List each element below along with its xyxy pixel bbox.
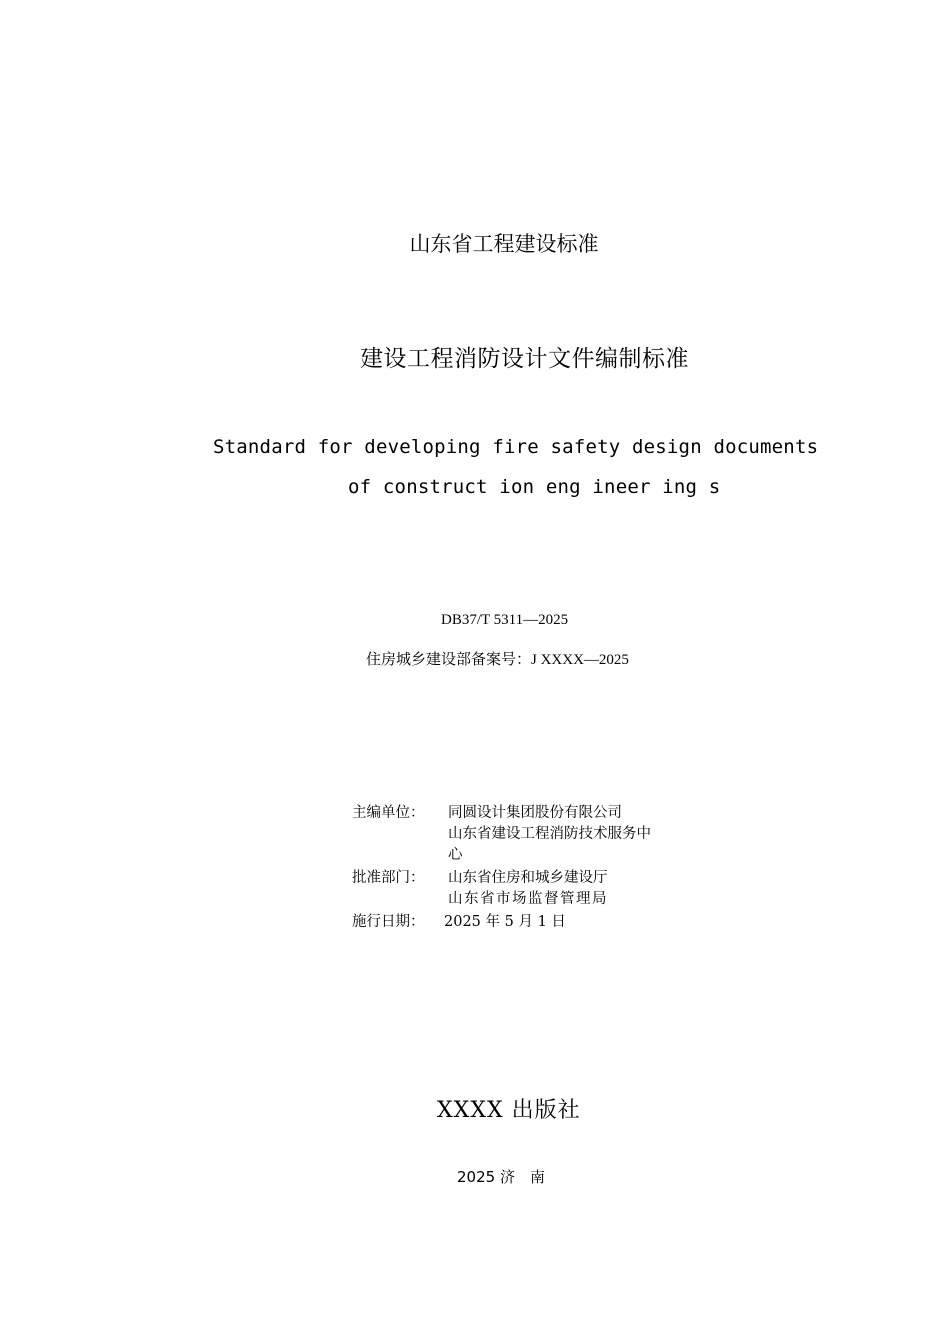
approver-dept-2: 山东省市场监督管理局 — [448, 891, 608, 907]
filing-number — [366, 648, 629, 669]
approver-values — [448, 868, 668, 910]
approver-row — [352, 868, 668, 910]
editor-unit-1: 同圆设计集团股份有限公司 — [448, 805, 622, 821]
info-block — [352, 803, 668, 933]
approver-label: 批准部门： — [352, 870, 425, 886]
approver-dept-1: 山东省住房和城乡建设厅 — [448, 870, 608, 886]
editor-row — [352, 803, 668, 866]
filing-label: 住房城乡建设部备案号： — [366, 650, 532, 668]
title-english-line-2: of construct ion eng ineer ing s — [348, 476, 721, 498]
editor-unit-2: 山东省建设工程消防技术服务中心 — [448, 826, 651, 863]
standard-series: 山东省工程建设标准 — [409, 232, 599, 256]
effective-date-label: 施行日期： — [352, 914, 425, 930]
title-english-line-1: Standard for developing fire safety design documents — [213, 436, 819, 458]
title-chinese: 建设工程消防设计文件编制标准 — [360, 346, 689, 372]
editor-values — [448, 803, 668, 866]
effective-date-value: 2025 年 5 月 1 日 — [444, 914, 566, 930]
standard-number: DB37/T 5311—2025 — [441, 612, 569, 628]
filing-value: J XXXX—2025 — [531, 652, 629, 668]
publication-place-year: 2025 济 南 — [457, 1168, 545, 1186]
publisher: XXXX 出版社 — [437, 1098, 581, 1123]
effective-date-row — [352, 912, 668, 933]
editor-label: 主编单位： — [352, 805, 425, 821]
